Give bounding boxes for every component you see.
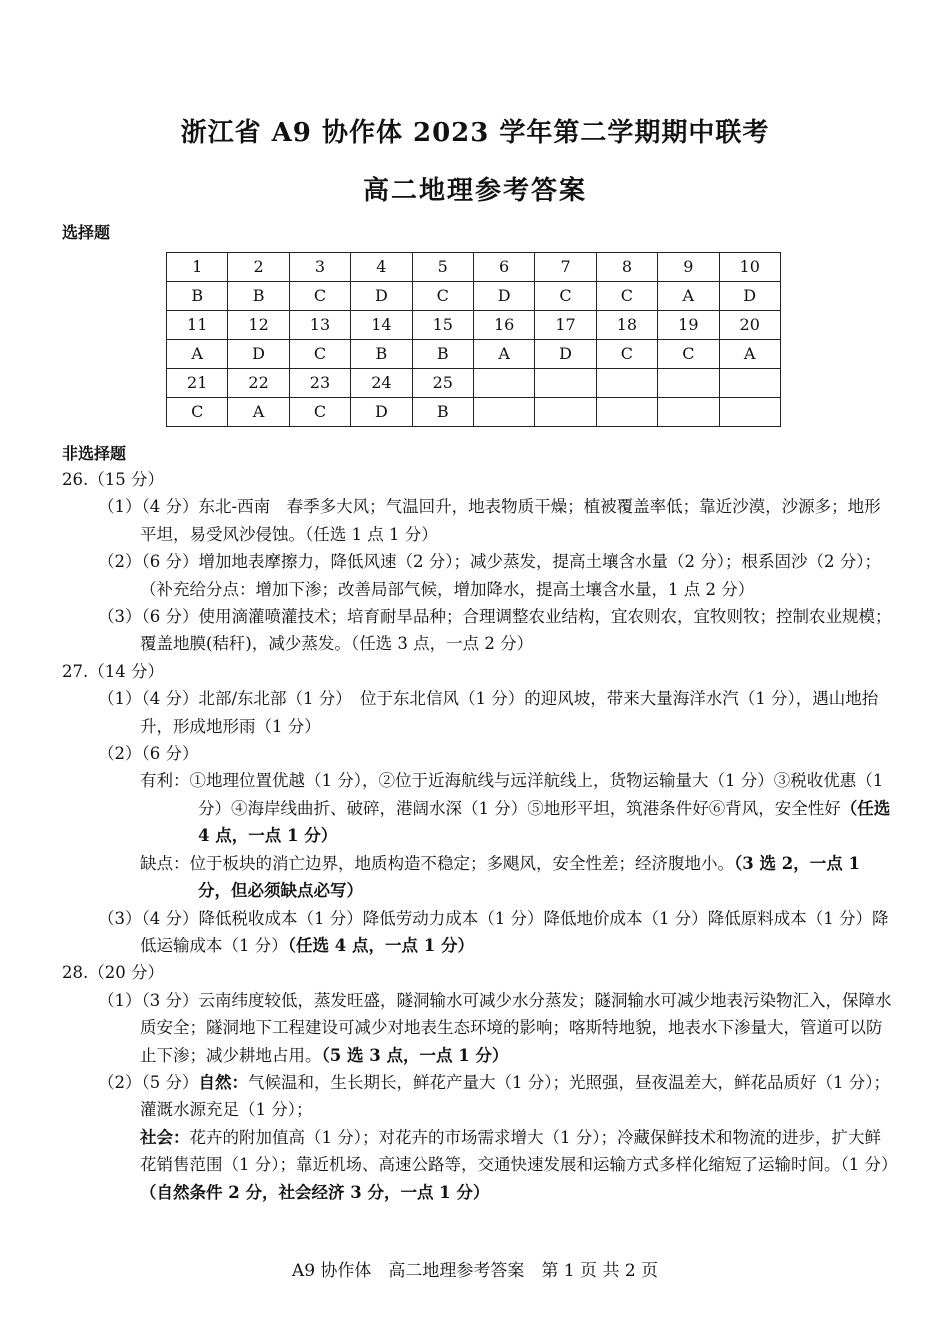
answer-cell: A bbox=[228, 398, 289, 427]
q26-part-3: （3）（6 分）使用滴灌喷灌技术；培育耐旱品种；合理调整农业结构，宜农则农，宜牧则牧；控制农业规模；覆盖地膜(秸秆)，减少蒸发。（任选 3 点，一点 2 分） bbox=[98, 607, 892, 654]
answer-cell: A bbox=[719, 340, 780, 369]
answer-cell: B bbox=[351, 340, 412, 369]
question-number-cell: 22 bbox=[228, 369, 289, 398]
question-number-cell bbox=[535, 369, 596, 398]
nonchoice-answers bbox=[62, 466, 898, 1206]
answer-table-answer-row bbox=[167, 398, 781, 427]
q27-part-3-text: （3）（4 分）降低税收成本（1 分）降低劳动力成本（1 分）降低地价成本（1 分）降低原料成本（1 分）降低运输成本（1 分） bbox=[98, 908, 889, 955]
q28-part-1-text: （1）（3 分）云南纬度较低，蒸发旺盛，隧洞输水可减少水分蒸发；隧洞输水可减少地表污染物汇入，保障水质安全；隧洞地下工程建设可减少对地表生态环境的影响；喀斯特地貌，地表水下渗量大，管道可以防止下渗；减少耕地占用。 bbox=[98, 990, 892, 1065]
q28-part-1 bbox=[98, 987, 892, 1069]
q28-score-note bbox=[140, 1179, 892, 1206]
answer-table-number-row bbox=[167, 369, 781, 398]
q28-part-2-social bbox=[140, 1124, 898, 1179]
answer-cell: B bbox=[412, 398, 473, 427]
question-number-cell: 6 bbox=[473, 253, 534, 282]
question-number-cell: 7 bbox=[535, 253, 596, 282]
answer-table bbox=[166, 252, 781, 427]
question-number-cell: 1 bbox=[167, 253, 228, 282]
answer-cell: C bbox=[289, 340, 350, 369]
answer-cell: D bbox=[473, 282, 534, 311]
q26-part-2: （2）（6 分）增加地表摩擦力，降低风速（2 分）；减少蒸发，提高土壤含水量（2 分）；根系固沙（2 分）；（补充给分点：增加下渗；改善局部气候，增加降水，提高土壤含水量，1 点 2 分） bbox=[98, 552, 881, 599]
answer-cell: C bbox=[412, 282, 473, 311]
question-28-heading: 28.（20 分） bbox=[62, 963, 164, 983]
q28-natural-label: 自然： bbox=[198, 1072, 248, 1092]
answer-cell: D bbox=[535, 340, 596, 369]
q27-advantages-note: （任选 4 点，一点 1 分） bbox=[198, 798, 891, 846]
answer-cell: C bbox=[289, 398, 350, 427]
q28-social-text: 花卉的附加值高（1 分）；对花卉的市场需求增大（1 分）；冷藏保鲜技术和物流的进步，扩大鲜花销售范围（1 分）；靠近机场、高速公路等，交通快速发展和运输方式多样化缩短了运输时间。（1 分） bbox=[140, 1127, 898, 1175]
answer-table-answer-row bbox=[167, 340, 781, 369]
question-number-cell: 5 bbox=[412, 253, 473, 282]
question-number-cell bbox=[719, 369, 780, 398]
q27-part-2: （2）（6 分） bbox=[98, 744, 199, 764]
page-footer: A9 协作体 高二地理参考答案 第 1 页 共 2 页 bbox=[291, 1261, 659, 1281]
q28-part-1-note: （5 选 3 点，一点 1 分） bbox=[321, 1045, 509, 1065]
q27-part-3 bbox=[98, 905, 892, 960]
question-number-cell: 9 bbox=[658, 253, 719, 282]
question-number-cell: 11 bbox=[167, 311, 228, 340]
answer-cell: C bbox=[596, 340, 657, 369]
q27-advantages bbox=[140, 767, 892, 849]
answer-cell bbox=[473, 398, 534, 427]
answer-cell: C bbox=[658, 340, 719, 369]
question-number-cell: 14 bbox=[351, 311, 412, 340]
answer-table-number-row bbox=[167, 253, 781, 282]
section-heading-nonchoice: 非选择题 bbox=[62, 444, 127, 463]
question-number-cell: 24 bbox=[351, 369, 412, 398]
question-number-cell: 8 bbox=[596, 253, 657, 282]
answer-cell bbox=[596, 398, 657, 427]
answer-cell: A bbox=[167, 340, 228, 369]
answer-cell: C bbox=[596, 282, 657, 311]
question-number-cell: 13 bbox=[289, 311, 350, 340]
answer-cell bbox=[535, 398, 596, 427]
q27-disadvantages bbox=[140, 850, 892, 905]
q27-part-1: （1）（4 分）北部/东北部（1 分） 位于东北信风（1 分）的迎风坡，带来大量海洋水汽（1 分），遇山地抬升，形成地形雨（1 分） bbox=[98, 689, 879, 736]
answer-cell bbox=[719, 398, 780, 427]
question-number-cell: 12 bbox=[228, 311, 289, 340]
q28-part-2-prefix: （2）（5 分） bbox=[98, 1072, 199, 1092]
question-number-cell: 4 bbox=[351, 253, 412, 282]
q27-disadvantages-note: （3 选 2，一点 1 分，但必须缺点必写） bbox=[198, 853, 860, 901]
question-number-cell: 25 bbox=[412, 369, 473, 398]
q27-disadvantages-text: 缺点：位于板块的消亡边界，地质构造不稳定；多飓风，安全性差；经济腹地小。 bbox=[140, 853, 734, 873]
question-number-cell bbox=[473, 369, 534, 398]
question-number-cell: 17 bbox=[535, 311, 596, 340]
answer-cell: B bbox=[167, 282, 228, 311]
question-number-cell: 18 bbox=[596, 311, 657, 340]
answer-table-number-row bbox=[167, 311, 781, 340]
q27-advantages-text: 有利：①地理位置优越（1 分），②位于近海航线与远洋航线上，货物运输量大（1 分）③税收优惠（1 分）④海岸线曲折、破碎，港阔水深（1 分）⑤地形平坦，筑港条件好⑥背风，安全性好 bbox=[140, 771, 884, 818]
answer-table-answer-row bbox=[167, 282, 781, 311]
question-number-cell: 19 bbox=[658, 311, 719, 340]
question-number-cell bbox=[596, 369, 657, 398]
page-title: 浙江省 A9 协作体 2023 学年第二学期期中联考 bbox=[180, 118, 770, 148]
answer-cell bbox=[658, 398, 719, 427]
section-heading-choice: 选择题 bbox=[62, 223, 111, 242]
answer-cell: C bbox=[289, 282, 350, 311]
question-number-cell: 16 bbox=[473, 311, 534, 340]
answer-cell: D bbox=[351, 282, 412, 311]
answer-cell: B bbox=[228, 282, 289, 311]
page-subtitle: 高二地理参考答案 bbox=[362, 176, 587, 206]
question-number-cell: 10 bbox=[719, 253, 780, 282]
question-26-heading: 26.（15 分） bbox=[62, 470, 164, 489]
question-27-heading: 27.（14 分） bbox=[62, 661, 164, 681]
question-number-cell: 15 bbox=[412, 311, 473, 340]
answer-cell: C bbox=[535, 282, 596, 311]
answer-cell: A bbox=[473, 340, 534, 369]
question-number-cell: 2 bbox=[228, 253, 289, 282]
answer-cell: A bbox=[658, 282, 719, 311]
q26-part-1: （1）（4 分）东北-西南 春季多大风；气温回升，地表物质干燥；植被覆盖率低；靠近沙漠，沙源多；地形平坦，易受风沙侵蚀。（任选 1 点 1 分） bbox=[98, 497, 881, 544]
q28-score-note-text: （自然条件 2 分，社会经济 3 分，一点 1 分） bbox=[140, 1182, 490, 1202]
question-number-cell: 20 bbox=[719, 311, 780, 340]
question-number-cell: 21 bbox=[167, 369, 228, 398]
answer-cell: B bbox=[412, 340, 473, 369]
q28-social-label: 社会： bbox=[140, 1127, 190, 1147]
answer-cell: D bbox=[228, 340, 289, 369]
question-number-cell: 3 bbox=[289, 253, 350, 282]
answer-cell: D bbox=[351, 398, 412, 427]
answer-cell: D bbox=[719, 282, 780, 311]
answer-cell: C bbox=[167, 398, 228, 427]
q28-natural-text: 气候温和，生长期长，鲜花产量大（1 分）；光照强，昼夜温差大，鲜花品质好（1 分）；灌溉水源充足（1 分）； bbox=[140, 1072, 890, 1120]
q28-part-2-natural bbox=[98, 1069, 892, 1124]
question-number-cell: 23 bbox=[289, 369, 350, 398]
q27-part-3-note: （任选 4 点，一点 1 分） bbox=[287, 935, 474, 955]
question-number-cell bbox=[658, 369, 719, 398]
